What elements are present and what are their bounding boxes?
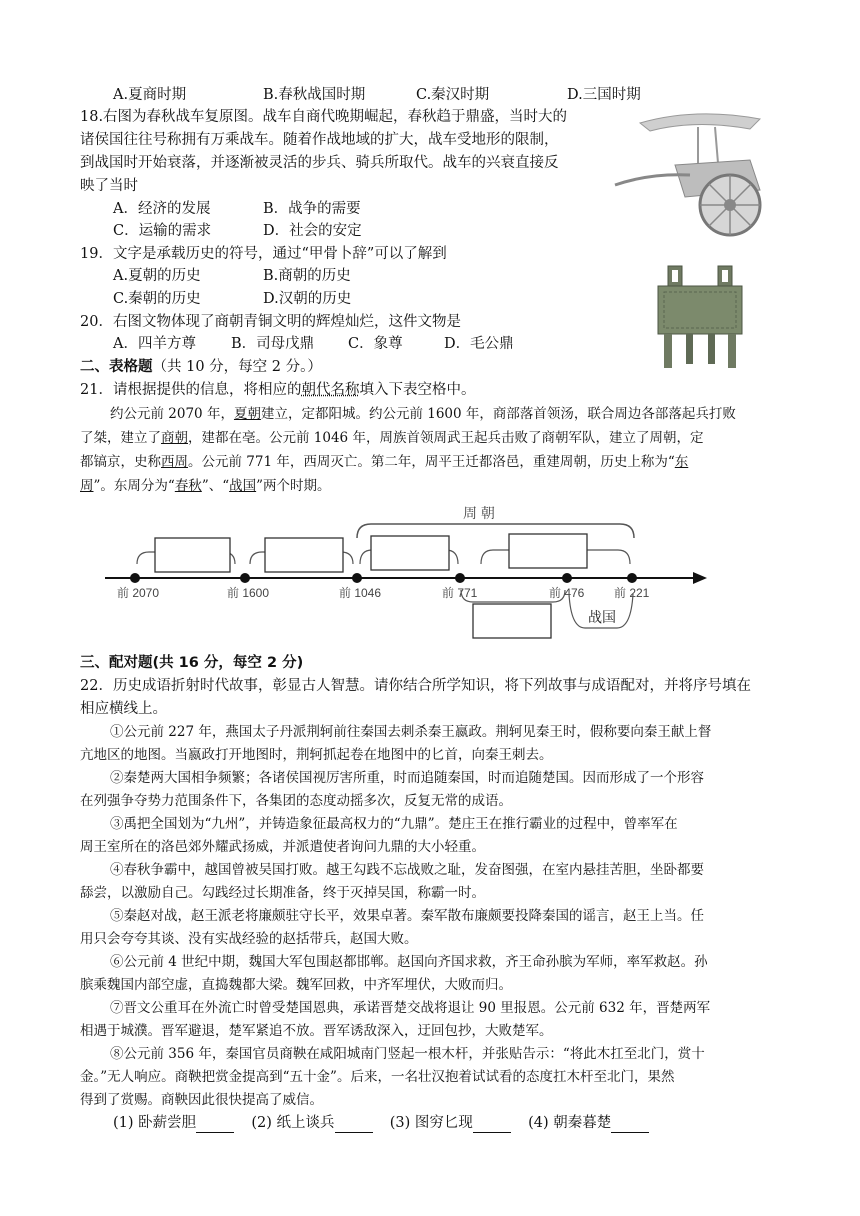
q21-text: 都镐京，史称 <box>80 454 161 470</box>
q21-passage-line2 <box>80 428 703 448</box>
section-3-title: 三、配对题(共 16 分，每空 2 分) <box>80 655 304 671</box>
q20-stem: 20．右图文物体现了商朝青铜文明的辉煌灿烂，这件文物是 <box>80 314 461 330</box>
timeline-tick-label-1: 前 2070 <box>117 586 160 600</box>
q21-keyword-xizhou: 西周 <box>161 454 188 470</box>
answer-label-1: (1) 卧薪尝胆 <box>113 1115 197 1131</box>
answer-blank-2[interactable] <box>335 1118 373 1133</box>
q21-passage-line4 <box>80 476 331 496</box>
q21-text: 约公元前 2070 年， <box>110 406 234 422</box>
q22-stem-line1: 22．历史成语折射时代故事，彰显古人智慧。请你结合所学知识，将下列故事与成语配对，并将序号填在 <box>80 678 751 694</box>
q19-option-c: C.秦朝的历史 <box>113 291 201 307</box>
answer-row <box>113 1113 649 1133</box>
answer-label-4: (4) 朝秦暮楚 <box>528 1115 612 1131</box>
story-6-line1: ⑥公元前 4 世纪中期，魏国大军包围赵都邯郸。赵国向齐国求救，齐王命孙膑为军师，率军救赵。孙 <box>110 954 708 970</box>
q17-option-b: B.春秋战国时期 <box>263 87 366 103</box>
q18-option-b: B．战争的需要 <box>263 201 361 217</box>
section-2-title: 二、表格题 <box>80 359 153 375</box>
q20-option-a: A．四羊方尊 <box>113 336 196 352</box>
q19-option-a: A.夏朝的历史 <box>113 268 201 284</box>
q21-stem-a: 21．请根据提供的信息，将相应的 <box>80 382 302 398</box>
bronze-ding-image <box>650 262 750 372</box>
q21-text: 建立，定都阳城。约公元前 1600 年，商部落首领汤，联合周边各部落起兵打败 <box>260 406 736 422</box>
timeline-tick-label-2: 前 1600 <box>227 586 270 600</box>
story-6-line2: 膑乘魏国内部空虚，直捣魏都大梁。魏军回救，中齐军埋伏，大败而归。 <box>80 977 512 993</box>
q21-stem-emphasis: 朝代名称 <box>301 382 360 398</box>
q17-option-a: A.夏商时期 <box>113 87 187 103</box>
q21-keyword-chunqiu: 春秋 <box>174 478 202 494</box>
zhou-label: 周 朝 <box>463 505 495 521</box>
story-7-line2: 相遇于城濮。晋军避退，楚军紧追不放。晋军诱敌深入，迂回包抄，大败楚军。 <box>80 1023 553 1039</box>
section-2-note: （共 10 分，每空 2 分。） <box>152 359 322 375</box>
answer-blank-3[interactable] <box>473 1118 511 1133</box>
q21-text: 了桀，建立了 <box>80 430 161 446</box>
story-4-line2: 舔尝，以激励自己。勾践经过长期准备，终于灭掉吴国，称霸一时。 <box>80 885 485 901</box>
timeline-point-4 <box>455 573 465 583</box>
q21-keyword-xia: 夏朝 <box>233 406 261 422</box>
timeline-tick-label-6: 前 221 <box>614 586 650 600</box>
answer-label-2: (2) 纸上谈兵 <box>251 1115 335 1131</box>
timeline-tick-label-3: 前 1046 <box>339 586 382 600</box>
timeline-arrow <box>693 572 707 584</box>
timeline-point-1 <box>130 573 140 583</box>
answer-blank-4[interactable] <box>611 1118 649 1133</box>
story-4-line1: ④春秋争霸中，越国曾被吴国打败。越王勾践不忘战败之耻，发奋图强，在室内悬挂苦胆，坐卧都要 <box>110 862 704 878</box>
timeline-point-2 <box>240 573 250 583</box>
story-5-line1: ⑤秦赵对战，赵王派老将廉颇驻守长平，效果卓著。秦军散布廉颇要投降秦国的谣言，赵王上当。任 <box>110 908 704 924</box>
story-8-line3: 得到了赏赐。商鞅因此很快提高了威信。 <box>80 1092 323 1108</box>
answer-label-3: (3) 图穷匕现 <box>389 1115 473 1131</box>
story-1-line2: 亢地区的地图。当嬴政打开地图时，荆轲抓起卷在地图中的匕首，向秦王刺去。 <box>80 747 553 763</box>
q21-passage-line1 <box>110 404 736 424</box>
answer-box-2[interactable] <box>265 538 343 572</box>
q17-option-d: D.三国时期 <box>567 87 641 103</box>
q18-stem-line1: 18.右图为春秋战车复原图。战车自商代晚期崛起，春秋趋于鼎盛，当时大的 <box>80 109 568 125</box>
q21-stem-c: 填入下表空格中。 <box>359 382 476 398</box>
q19-stem: 19．文字是承载历史的符号，通过“甲骨卜辞”可以了解到 <box>80 246 447 262</box>
q19-option-b: B.商朝的历史 <box>263 268 351 284</box>
story-7-line1: ⑦晋文公重耳在外流亡时曾受楚国恩典，承诺晋楚交战将退让 90 里报恩。公元前 632 年，晋楚两军 <box>110 1000 711 1016</box>
section-2-heading <box>80 357 322 377</box>
story-3-line2: 周王室所在的洛邑郊外耀武扬威，并派遣使者询问九鼎的大小轻重。 <box>80 839 485 855</box>
timeline-point-5 <box>562 573 572 583</box>
answer-blank-1[interactable] <box>196 1118 234 1133</box>
timeline-tick-label-4: 前 771 <box>442 586 478 600</box>
q22-stem-line2: 相应横线上。 <box>80 701 167 717</box>
story-3-line1: ③禹把全国划为“九州”，并铸造象征最高权力的“九鼎”。楚庄王在推行霸业的过程中，曾率军在 <box>110 816 678 832</box>
timeline-point-3 <box>352 573 362 583</box>
answer-box-4[interactable] <box>473 604 551 638</box>
timeline-tick-label-5: 前 476 <box>549 586 585 600</box>
q17-option-c: C.秦汉时期 <box>416 87 490 103</box>
q18-stem-line3: 到战国时开始衰落，并逐渐被灵活的步兵、骑兵所取代。战车的兴衰直接反 <box>80 155 559 171</box>
q21-text: ”两个时期。 <box>256 478 331 494</box>
q21-stem <box>80 380 475 400</box>
q21-keyword-zhanguo: 战国 <box>229 478 257 494</box>
q18-stem-line4: 映了当时 <box>80 178 138 194</box>
q21-keyword-dong: 东 <box>674 454 689 470</box>
answer-box-3[interactable] <box>371 536 449 570</box>
q21-text: 。公元前 771 年，西周灭亡。第二年，周平王迁都洛邑，重建周朝，历史上称为“ <box>188 454 675 470</box>
q21-keyword-zhou: 周 <box>80 478 94 494</box>
q19-option-d: D.汉朝的历史 <box>263 291 352 307</box>
story-8-line1: ⑧公元前 356 年，秦国官员商鞅在咸阳城南门竖起一根木杆，并张贴告示：“将此木扛至北门，赏十 <box>110 1046 705 1062</box>
q21-text: ”、“ <box>201 478 230 494</box>
q18-option-d: D．社会的安定 <box>263 223 362 239</box>
answer-box-5[interactable] <box>509 534 587 568</box>
q21-text: ，建都在亳。公元前 1046 年，周族首领周武王起兵击败了商朝军队，建立了周朝，定 <box>188 430 704 446</box>
story-2-line1: ②秦楚两大国相争频繁；各诸侯国视厉害所重，时而追随秦国，时而追随楚国。因而形成了一个形容 <box>110 770 704 786</box>
q21-passage-line3 <box>80 452 688 472</box>
story-8-line2: 金。”无人响应。商鞅把赏金提高到“五十金”。后来，一名壮汉抱着试试看的态度扛木杆至北门，果然 <box>80 1069 675 1085</box>
q18-option-a: A．经济的发展 <box>113 201 211 217</box>
q20-option-d: D．毛公鼎 <box>444 336 514 352</box>
story-1-line1: ①公元前 227 年，燕国太子丹派荆轲前往秦国去刺杀秦王嬴政。荆轲见秦王时，假称要向秦王献上督 <box>110 724 712 740</box>
q20-option-b: B．司母戊鼎 <box>231 336 315 352</box>
timeline-point-6 <box>627 573 637 583</box>
zhanguo-label: 战国 <box>588 609 616 625</box>
chariot-image <box>610 105 780 240</box>
q18-option-c: C．运输的需求 <box>113 223 212 239</box>
dynasty-timeline <box>95 500 715 645</box>
q18-stem-line2: 诸侯国往往号称拥有万乘战车。随着作战地域的扩大，战车受地形的限制， <box>80 132 559 148</box>
story-2-line2: 在列强争夺势力范围条件下，各集团的态度动摇多次，反复无常的成语。 <box>80 793 512 809</box>
story-5-line2: 用只会夸夸其谈、没有实战经验的赵括带兵，赵国大败。 <box>80 931 418 947</box>
answer-box-1[interactable] <box>155 538 230 572</box>
q21-keyword-shang: 商朝 <box>161 430 188 446</box>
q20-option-c: C．象尊 <box>348 336 403 352</box>
q21-text: ”。东周分为“ <box>93 478 175 494</box>
